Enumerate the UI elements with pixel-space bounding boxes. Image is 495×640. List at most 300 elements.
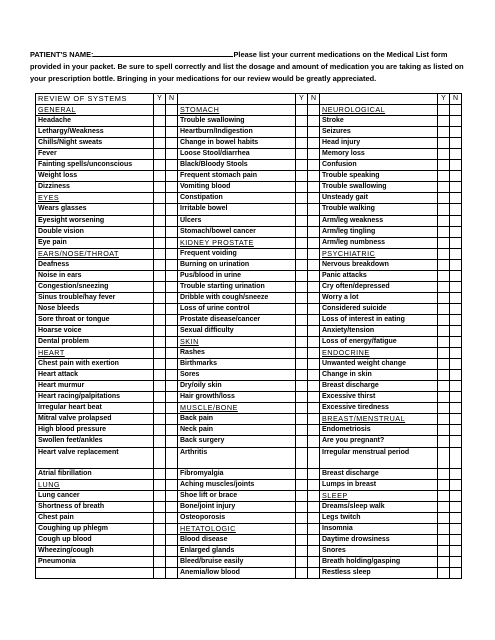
no-checkbox[interactable] bbox=[166, 491, 178, 502]
yes-checkbox[interactable] bbox=[438, 204, 450, 215]
no-checkbox[interactable] bbox=[166, 292, 178, 303]
yes-checkbox[interactable] bbox=[154, 138, 166, 149]
yes-checkbox[interactable] bbox=[154, 160, 166, 171]
yes-checkbox[interactable] bbox=[438, 193, 450, 204]
no-checkbox[interactable] bbox=[166, 160, 178, 171]
no-checkbox[interactable] bbox=[450, 546, 462, 557]
yes-checkbox bbox=[296, 105, 308, 116]
yes-checkbox[interactable] bbox=[296, 292, 308, 303]
yes-checkbox[interactable] bbox=[296, 259, 308, 270]
yes-checkbox[interactable] bbox=[154, 303, 166, 314]
yes-checkbox[interactable] bbox=[296, 425, 308, 436]
no-checkbox bbox=[450, 105, 462, 116]
no-checkbox[interactable] bbox=[450, 469, 462, 480]
no-checkbox[interactable] bbox=[308, 414, 320, 425]
no-checkbox[interactable] bbox=[308, 568, 320, 579]
no-checkbox[interactable] bbox=[308, 325, 320, 336]
yes-checkbox[interactable] bbox=[438, 270, 450, 281]
symptom-label: Heart murmur bbox=[36, 381, 154, 392]
yes-checkbox[interactable] bbox=[438, 116, 450, 127]
no-checkbox[interactable] bbox=[166, 270, 178, 281]
no-checkbox[interactable] bbox=[308, 160, 320, 171]
symptom-label: Lung cancer bbox=[36, 491, 154, 502]
yes-checkbox[interactable] bbox=[296, 193, 308, 204]
no-checkbox[interactable] bbox=[450, 182, 462, 193]
no-checkbox[interactable] bbox=[308, 138, 320, 149]
symptom-label: Trouble swallowing bbox=[178, 116, 296, 127]
section-heading: PSYCHIATRIC bbox=[320, 248, 438, 259]
no-checkbox[interactable] bbox=[166, 414, 178, 425]
no-checkbox[interactable] bbox=[166, 303, 178, 314]
yes-checkbox[interactable] bbox=[296, 469, 308, 480]
no-checkbox[interactable] bbox=[166, 546, 178, 557]
symptom-label: Wears glasses bbox=[36, 204, 154, 215]
yes-checkbox[interactable] bbox=[296, 281, 308, 292]
symptom-label: Unsteady gait bbox=[320, 193, 438, 204]
no-checkbox[interactable] bbox=[450, 325, 462, 336]
no-checkbox[interactable] bbox=[308, 215, 320, 226]
no-checkbox[interactable] bbox=[308, 502, 320, 513]
yes-checkbox[interactable] bbox=[154, 403, 166, 414]
no-checkbox[interactable] bbox=[166, 557, 178, 568]
yes-checkbox bbox=[296, 237, 308, 248]
symptom-label: Rashes bbox=[178, 348, 296, 359]
symptom-label: Seizures bbox=[320, 127, 438, 138]
yes-checkbox[interactable] bbox=[296, 392, 308, 403]
yes-checkbox[interactable] bbox=[296, 160, 308, 171]
yes-checkbox[interactable] bbox=[296, 447, 308, 469]
no-checkbox[interactable] bbox=[166, 469, 178, 480]
yes-checkbox[interactable] bbox=[296, 116, 308, 127]
yes-checkbox[interactable] bbox=[438, 303, 450, 314]
yes-checkbox[interactable] bbox=[154, 204, 166, 215]
yes-checkbox[interactable] bbox=[438, 215, 450, 226]
no-checkbox[interactable] bbox=[166, 447, 178, 469]
no-checkbox[interactable] bbox=[450, 292, 462, 303]
no-checkbox[interactable] bbox=[166, 259, 178, 270]
yes-checkbox[interactable] bbox=[154, 524, 166, 535]
no-checkbox[interactable] bbox=[450, 270, 462, 281]
symptom-label: Blood disease bbox=[178, 535, 296, 546]
yes-checkbox[interactable] bbox=[438, 149, 450, 160]
yes-checkbox[interactable] bbox=[296, 325, 308, 336]
yes-checkbox[interactable] bbox=[154, 171, 166, 182]
yes-checkbox[interactable] bbox=[296, 359, 308, 370]
symptom-label: Fever bbox=[36, 149, 154, 160]
yes-checkbox[interactable] bbox=[438, 535, 450, 546]
no-checkbox[interactable] bbox=[308, 469, 320, 480]
no-checkbox[interactable] bbox=[450, 381, 462, 392]
symptom-label: Congestion/sneezing bbox=[36, 281, 154, 292]
symptom-label: Weight loss bbox=[36, 171, 154, 182]
no-checkbox[interactable] bbox=[450, 127, 462, 138]
yes-checkbox[interactable] bbox=[438, 546, 450, 557]
no-checkbox[interactable] bbox=[450, 215, 462, 226]
yes-checkbox[interactable] bbox=[438, 513, 450, 524]
no-checkbox[interactable] bbox=[450, 535, 462, 546]
table-row bbox=[36, 325, 462, 336]
yes-checkbox[interactable] bbox=[438, 171, 450, 182]
yes-checkbox[interactable] bbox=[438, 381, 450, 392]
yes-checkbox[interactable] bbox=[438, 568, 450, 579]
no-checkbox[interactable] bbox=[308, 281, 320, 292]
yes-checkbox[interactable] bbox=[438, 182, 450, 193]
yes-checkbox[interactable] bbox=[296, 502, 308, 513]
yes-checkbox[interactable] bbox=[154, 182, 166, 193]
no-checkbox[interactable] bbox=[166, 204, 178, 215]
table-row bbox=[36, 491, 462, 502]
yes-checkbox[interactable] bbox=[438, 436, 450, 447]
no-checkbox[interactable] bbox=[308, 392, 320, 403]
no-checkbox[interactable] bbox=[450, 568, 462, 579]
table-row bbox=[36, 546, 462, 557]
yes-checkbox[interactable] bbox=[296, 557, 308, 568]
symptom-label: Anemia/low blood bbox=[178, 568, 296, 579]
no-checkbox[interactable] bbox=[308, 204, 320, 215]
yes-checkbox[interactable] bbox=[296, 182, 308, 193]
no-checkbox[interactable] bbox=[308, 182, 320, 193]
symptom-label: Sore throat or tongue bbox=[36, 314, 154, 325]
no-checkbox[interactable] bbox=[450, 513, 462, 524]
yes-checkbox[interactable] bbox=[296, 436, 308, 447]
yes-checkbox[interactable] bbox=[154, 226, 166, 237]
table-row bbox=[36, 248, 462, 259]
yes-checkbox[interactable] bbox=[154, 469, 166, 480]
no-checkbox[interactable] bbox=[308, 370, 320, 381]
no-checkbox[interactable] bbox=[450, 171, 462, 182]
no-checkbox[interactable] bbox=[166, 568, 178, 579]
yes-checkbox[interactable] bbox=[438, 314, 450, 325]
symptom-label: Birthmarks bbox=[178, 359, 296, 370]
yes-checkbox[interactable] bbox=[296, 138, 308, 149]
symptom-label: Loss of energy/fatigue bbox=[320, 337, 438, 348]
no-checkbox[interactable] bbox=[166, 215, 178, 226]
no-checkbox[interactable] bbox=[450, 160, 462, 171]
yes-checkbox[interactable] bbox=[296, 248, 308, 259]
yes-checkbox[interactable] bbox=[438, 502, 450, 513]
no-checkbox[interactable] bbox=[450, 480, 462, 491]
yes-checkbox[interactable] bbox=[154, 491, 166, 502]
yes-checkbox[interactable] bbox=[154, 381, 166, 392]
no-checkbox[interactable] bbox=[308, 557, 320, 568]
no-checkbox[interactable] bbox=[166, 182, 178, 193]
symptom-label: Cough up blood bbox=[36, 535, 154, 546]
yes-checkbox[interactable] bbox=[154, 502, 166, 513]
no-checkbox[interactable] bbox=[308, 116, 320, 127]
table-row bbox=[36, 513, 462, 524]
no-checkbox bbox=[450, 414, 462, 425]
no-checkbox[interactable] bbox=[166, 281, 178, 292]
symptom-label: Pus/blood in urine bbox=[178, 270, 296, 281]
no-checkbox[interactable] bbox=[450, 237, 462, 248]
no-checkbox[interactable] bbox=[166, 138, 178, 149]
yes-checkbox[interactable] bbox=[154, 325, 166, 336]
no-checkbox[interactable] bbox=[308, 270, 320, 281]
no-checkbox[interactable] bbox=[166, 127, 178, 138]
no-checkbox[interactable] bbox=[166, 403, 178, 414]
no-checkbox[interactable] bbox=[166, 370, 178, 381]
no-checkbox[interactable] bbox=[166, 502, 178, 513]
no-checkbox[interactable] bbox=[308, 348, 320, 359]
yes-checkbox[interactable] bbox=[296, 480, 308, 491]
no-checkbox[interactable] bbox=[450, 116, 462, 127]
no-checkbox[interactable] bbox=[166, 149, 178, 160]
yes-checkbox[interactable] bbox=[438, 370, 450, 381]
table-row bbox=[36, 447, 462, 469]
yes-checkbox[interactable] bbox=[154, 425, 166, 436]
table-row bbox=[36, 105, 462, 116]
symptom-label: Nose bleeds bbox=[36, 303, 154, 314]
table-row bbox=[36, 480, 462, 491]
yes-checkbox[interactable] bbox=[296, 127, 308, 138]
yes-checkbox[interactable] bbox=[296, 226, 308, 237]
no-checkbox[interactable] bbox=[166, 513, 178, 524]
no-checkbox[interactable] bbox=[308, 480, 320, 491]
symptom-label: Irregular menstrual period bbox=[320, 447, 438, 469]
yes-checkbox[interactable] bbox=[438, 281, 450, 292]
no-checkbox[interactable] bbox=[166, 392, 178, 403]
yes-checkbox bbox=[438, 414, 450, 425]
symptom-label: Lethargy/Weakness bbox=[36, 127, 154, 138]
no-checkbox[interactable] bbox=[166, 171, 178, 182]
yes-checkbox[interactable] bbox=[438, 325, 450, 336]
yes-checkbox[interactable] bbox=[296, 314, 308, 325]
no-checkbox bbox=[166, 193, 178, 204]
yes-checkbox[interactable] bbox=[154, 513, 166, 524]
yes-checkbox[interactable] bbox=[296, 513, 308, 524]
no-checkbox[interactable] bbox=[450, 314, 462, 325]
no-checkbox[interactable] bbox=[308, 149, 320, 160]
no-checkbox[interactable] bbox=[308, 127, 320, 138]
yes-checkbox[interactable] bbox=[154, 116, 166, 127]
yes-checkbox[interactable] bbox=[296, 546, 308, 557]
table-row bbox=[36, 436, 462, 447]
no-checkbox[interactable] bbox=[308, 513, 320, 524]
no-checkbox[interactable] bbox=[450, 370, 462, 381]
symptom-label: Mitral valve prolapsed bbox=[36, 414, 154, 425]
yes-checkbox[interactable] bbox=[154, 149, 166, 160]
yes-checkbox[interactable] bbox=[154, 535, 166, 546]
table-row bbox=[36, 138, 462, 149]
symptom-label: Arthritis bbox=[178, 447, 296, 469]
yes-checkbox[interactable] bbox=[154, 314, 166, 325]
symptom-label: Pneumonia bbox=[36, 557, 154, 568]
yes-checkbox[interactable] bbox=[438, 359, 450, 370]
yes-checkbox[interactable] bbox=[438, 127, 450, 138]
no-checkbox[interactable] bbox=[308, 193, 320, 204]
yes-checkbox[interactable] bbox=[296, 171, 308, 182]
no-checkbox[interactable] bbox=[166, 314, 178, 325]
symptom-label: Sexual difficulty bbox=[178, 325, 296, 336]
no-checkbox[interactable] bbox=[308, 171, 320, 182]
no-checkbox[interactable] bbox=[308, 248, 320, 259]
no-checkbox[interactable] bbox=[450, 337, 462, 348]
yes-checkbox[interactable] bbox=[296, 149, 308, 160]
no-checkbox[interactable] bbox=[166, 535, 178, 546]
yes-checkbox[interactable] bbox=[296, 204, 308, 215]
symptom-label: Heart racing/palpitations bbox=[36, 392, 154, 403]
patient-name-field[interactable] bbox=[93, 48, 233, 57]
yes-checkbox[interactable] bbox=[438, 160, 450, 171]
yes-checkbox[interactable] bbox=[154, 281, 166, 292]
no-checkbox[interactable] bbox=[450, 138, 462, 149]
no-checkbox[interactable] bbox=[450, 392, 462, 403]
no-checkbox[interactable] bbox=[450, 149, 462, 160]
yes-checkbox[interactable] bbox=[154, 414, 166, 425]
yes-checkbox[interactable] bbox=[438, 292, 450, 303]
section-heading: BREAST/MENSTRUAL bbox=[320, 414, 438, 425]
yes-checkbox[interactable] bbox=[438, 524, 450, 535]
symptom-label: Insomnia bbox=[320, 524, 438, 535]
yes-checkbox[interactable] bbox=[438, 392, 450, 403]
no-checkbox[interactable] bbox=[308, 436, 320, 447]
yes-checkbox[interactable] bbox=[154, 568, 166, 579]
yes-checkbox[interactable] bbox=[296, 568, 308, 579]
yes-checkbox[interactable] bbox=[154, 270, 166, 281]
no-checkbox[interactable] bbox=[308, 546, 320, 557]
no-checkbox[interactable] bbox=[308, 381, 320, 392]
no-checkbox[interactable] bbox=[450, 303, 462, 314]
no-checkbox[interactable] bbox=[166, 425, 178, 436]
symptom-label: Atrial fibrillation bbox=[36, 469, 154, 480]
symptom-label: Bone/joint injury bbox=[178, 502, 296, 513]
no-checkbox[interactable] bbox=[450, 425, 462, 436]
yes-checkbox[interactable] bbox=[154, 127, 166, 138]
yes-checkbox[interactable] bbox=[296, 535, 308, 546]
yes-checkbox[interactable] bbox=[154, 337, 166, 348]
no-checkbox[interactable] bbox=[450, 281, 462, 292]
yes-checkbox[interactable] bbox=[154, 392, 166, 403]
symptom-label: Back pain bbox=[178, 414, 296, 425]
no-checkbox[interactable] bbox=[308, 447, 320, 469]
no-checkbox[interactable] bbox=[450, 226, 462, 237]
section-heading: HEART bbox=[36, 348, 154, 359]
no-checkbox[interactable] bbox=[308, 425, 320, 436]
table-row bbox=[36, 116, 462, 127]
no-checkbox bbox=[166, 348, 178, 359]
yes-checkbox[interactable] bbox=[438, 403, 450, 414]
yes-checkbox[interactable] bbox=[296, 270, 308, 281]
symptom-label: Trouble speaking bbox=[320, 171, 438, 182]
no-checkbox[interactable] bbox=[450, 359, 462, 370]
yes-checkbox[interactable] bbox=[438, 337, 450, 348]
no-checkbox[interactable] bbox=[450, 403, 462, 414]
symptom-label: Loss of urine control bbox=[178, 303, 296, 314]
yes-checkbox[interactable] bbox=[296, 348, 308, 359]
yes-checkbox bbox=[296, 403, 308, 414]
symptom-label: Irregular heart beat bbox=[36, 403, 154, 414]
yes-checkbox[interactable] bbox=[438, 447, 450, 469]
symptom-label: Burning on urination bbox=[178, 259, 296, 270]
no-checkbox[interactable] bbox=[308, 303, 320, 314]
yes-checkbox[interactable] bbox=[296, 414, 308, 425]
no-checkbox[interactable] bbox=[308, 359, 320, 370]
no-checkbox[interactable] bbox=[166, 226, 178, 237]
yes-checkbox[interactable] bbox=[438, 425, 450, 436]
yes-checkbox bbox=[154, 105, 166, 116]
yes-checkbox[interactable] bbox=[154, 359, 166, 370]
no-checkbox[interactable] bbox=[166, 359, 178, 370]
table-row bbox=[36, 171, 462, 182]
table-row bbox=[36, 535, 462, 546]
no-checkbox[interactable] bbox=[166, 337, 178, 348]
no-checkbox[interactable] bbox=[308, 292, 320, 303]
yes-checkbox[interactable] bbox=[438, 226, 450, 237]
no-checkbox[interactable] bbox=[166, 381, 178, 392]
symptom-label: Worry a lot bbox=[320, 292, 438, 303]
no-checkbox[interactable] bbox=[308, 314, 320, 325]
yes-checkbox bbox=[154, 480, 166, 491]
no-checkbox[interactable] bbox=[166, 237, 178, 248]
yes-checkbox[interactable] bbox=[296, 491, 308, 502]
yes-checkbox[interactable] bbox=[296, 381, 308, 392]
section-heading: LUNG bbox=[36, 480, 154, 491]
no-checkbox[interactable] bbox=[450, 502, 462, 513]
symptom-label: Are you pregnant? bbox=[320, 436, 438, 447]
header-spacer bbox=[320, 94, 438, 105]
no-checkbox[interactable] bbox=[308, 259, 320, 270]
yes-checkbox[interactable] bbox=[296, 303, 308, 314]
yes-checkbox[interactable] bbox=[154, 447, 166, 469]
symptom-label: Dizziness bbox=[36, 182, 154, 193]
yes-checkbox[interactable] bbox=[154, 215, 166, 226]
section-heading: STOMACH bbox=[178, 105, 296, 116]
yes-checkbox[interactable] bbox=[438, 237, 450, 248]
yes-checkbox[interactable] bbox=[154, 557, 166, 568]
no-checkbox[interactable] bbox=[450, 193, 462, 204]
symptom-label: Sores bbox=[178, 370, 296, 381]
no-checkbox[interactable] bbox=[308, 491, 320, 502]
symptom-label: Hair growth/loss bbox=[178, 392, 296, 403]
no-checkbox bbox=[166, 480, 178, 491]
no-checkbox[interactable] bbox=[308, 226, 320, 237]
section-heading: EYES bbox=[36, 193, 154, 204]
yes-checkbox[interactable] bbox=[296, 370, 308, 381]
symptom-label: Dry/oily skin bbox=[178, 381, 296, 392]
yes-checkbox[interactable] bbox=[154, 237, 166, 248]
yes-checkbox[interactable] bbox=[438, 469, 450, 480]
yes-checkbox[interactable] bbox=[438, 557, 450, 568]
patient-name-label: PATIENT'S NAME: bbox=[30, 50, 94, 59]
yes-checkbox[interactable] bbox=[154, 436, 166, 447]
no-checkbox[interactable] bbox=[450, 524, 462, 535]
yes-checkbox[interactable] bbox=[154, 546, 166, 557]
yes-checkbox[interactable] bbox=[154, 370, 166, 381]
symptom-label: Sinus trouble/hay fever bbox=[36, 292, 154, 303]
no-checkbox[interactable] bbox=[450, 259, 462, 270]
yes-checkbox[interactable] bbox=[438, 480, 450, 491]
no-checkbox[interactable] bbox=[166, 524, 178, 535]
no-checkbox[interactable] bbox=[450, 557, 462, 568]
no-checkbox[interactable] bbox=[166, 436, 178, 447]
no-checkbox[interactable] bbox=[308, 535, 320, 546]
symptom-label: Lumps in breast bbox=[320, 480, 438, 491]
no-checkbox[interactable] bbox=[450, 204, 462, 215]
symptom-label: Trouble walking bbox=[320, 204, 438, 215]
no-checkbox[interactable] bbox=[450, 447, 462, 469]
table-row bbox=[36, 370, 462, 381]
yes-checkbox[interactable] bbox=[154, 292, 166, 303]
yes-checkbox[interactable] bbox=[296, 215, 308, 226]
no-checkbox[interactable] bbox=[450, 436, 462, 447]
no-checkbox[interactable] bbox=[166, 325, 178, 336]
symptom-label: Osteoporosis bbox=[178, 513, 296, 524]
no-checkbox[interactable] bbox=[166, 116, 178, 127]
yes-checkbox[interactable] bbox=[438, 138, 450, 149]
yes-checkbox[interactable] bbox=[438, 259, 450, 270]
yes-checkbox[interactable] bbox=[154, 259, 166, 270]
symptom-label: Daytime drowsiness bbox=[320, 535, 438, 546]
